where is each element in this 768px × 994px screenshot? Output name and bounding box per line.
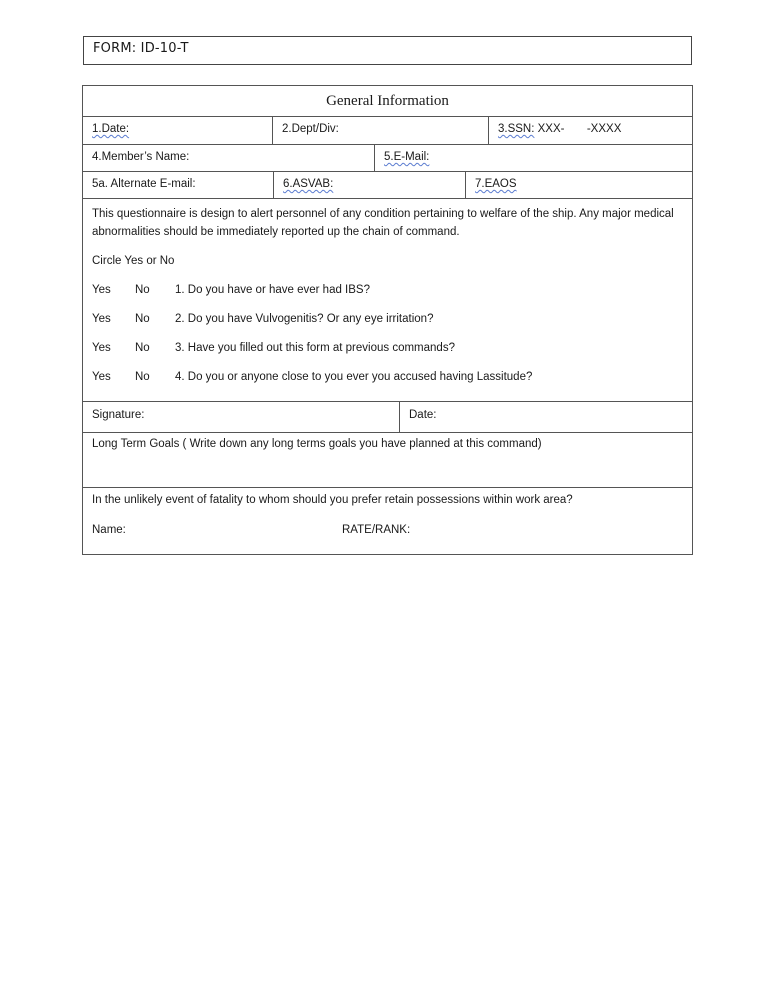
- row-date-dept-ssn: [83, 117, 692, 145]
- signature-field[interactable]: [83, 402, 400, 432]
- no-option[interactable]: No: [135, 313, 150, 325]
- question-2: [92, 310, 683, 328]
- email-field[interactable]: [375, 145, 692, 171]
- question-3: [92, 339, 683, 357]
- questionnaire-section: [83, 199, 692, 402]
- date-field[interactable]: [83, 117, 273, 144]
- goals-row: [83, 433, 692, 488]
- member-name-field[interactable]: [83, 145, 375, 171]
- question-text: 4. Do you or anyone close to you ever you accused having Lassitude?: [175, 371, 533, 383]
- dept-label: 2.Dept/Div:: [282, 123, 339, 135]
- yes-option[interactable]: Yes: [92, 284, 111, 296]
- ssn-field[interactable]: [489, 117, 692, 144]
- fatality-question: In the unlikely event of fatality to whom should you prefer retain possessions within work area?: [92, 494, 573, 506]
- circle-instruction: Circle Yes or No: [92, 255, 175, 267]
- row-name-email: [83, 145, 692, 172]
- alt-email-label: 5a. Alternate E-mail:: [92, 178, 196, 190]
- general-information-form: [82, 85, 693, 555]
- alt-email-field[interactable]: [83, 172, 274, 198]
- question-text: 2. Do you have Vulvogenitis? Or any eye irritation?: [175, 313, 434, 325]
- fatality-row: [83, 488, 692, 554]
- ssn-value: XXX- -XXXX: [537, 123, 622, 135]
- no-option[interactable]: No: [135, 342, 150, 354]
- asvab-field[interactable]: [274, 172, 466, 198]
- date-label: 1.Date:: [92, 123, 130, 135]
- no-option[interactable]: No: [135, 371, 150, 383]
- question-text: 1. Do you have or have ever had IBS?: [175, 284, 370, 296]
- row-alt-asvab-eaos: [83, 172, 692, 199]
- signature-row: [83, 402, 692, 433]
- member-name-label: 4.Member’s Name:: [92, 151, 190, 163]
- beneficiary-name-label[interactable]: Name:: [92, 524, 126, 536]
- yes-option[interactable]: Yes: [92, 371, 111, 383]
- eaos-field[interactable]: [466, 172, 692, 198]
- rate-rank-label[interactable]: RATE/RANK:: [342, 524, 411, 536]
- long-term-goals-field[interactable]: [83, 433, 551, 487]
- intro-text: This questionnaire is design to alert personnel of any condition pertaining to welfare of the ship. Any major medical abnormalities should be immediately reported up the chain of command.: [92, 208, 674, 238]
- yes-option[interactable]: Yes: [92, 313, 111, 325]
- question-1: [92, 281, 683, 299]
- eaos-label: 7.EAOS: [475, 178, 517, 190]
- title-row: [83, 86, 692, 117]
- fatality-section: [83, 488, 692, 554]
- signature-date-field[interactable]: [400, 402, 692, 432]
- yes-option[interactable]: Yes: [92, 342, 111, 354]
- no-option[interactable]: No: [135, 284, 150, 296]
- question-text: 3. Have you filled out this form at previous commands?: [175, 342, 455, 354]
- questionnaire-body: [83, 199, 692, 401]
- form-id-header: FORM: ID-10-T: [83, 36, 692, 65]
- dept-field[interactable]: [273, 117, 489, 144]
- asvab-label: 6.ASVAB:: [283, 178, 334, 190]
- form-title: General Information: [326, 92, 449, 109]
- email-label: 5.E-Mail:: [384, 151, 430, 163]
- signature-date-label: Date:: [409, 409, 437, 421]
- goals-text: Long Term Goals ( Write down any long terms goals you have planned at this command): [92, 438, 542, 450]
- ssn-label: 3.SSN:: [498, 123, 535, 135]
- signature-label: Signature:: [92, 409, 145, 421]
- question-4: [92, 368, 683, 386]
